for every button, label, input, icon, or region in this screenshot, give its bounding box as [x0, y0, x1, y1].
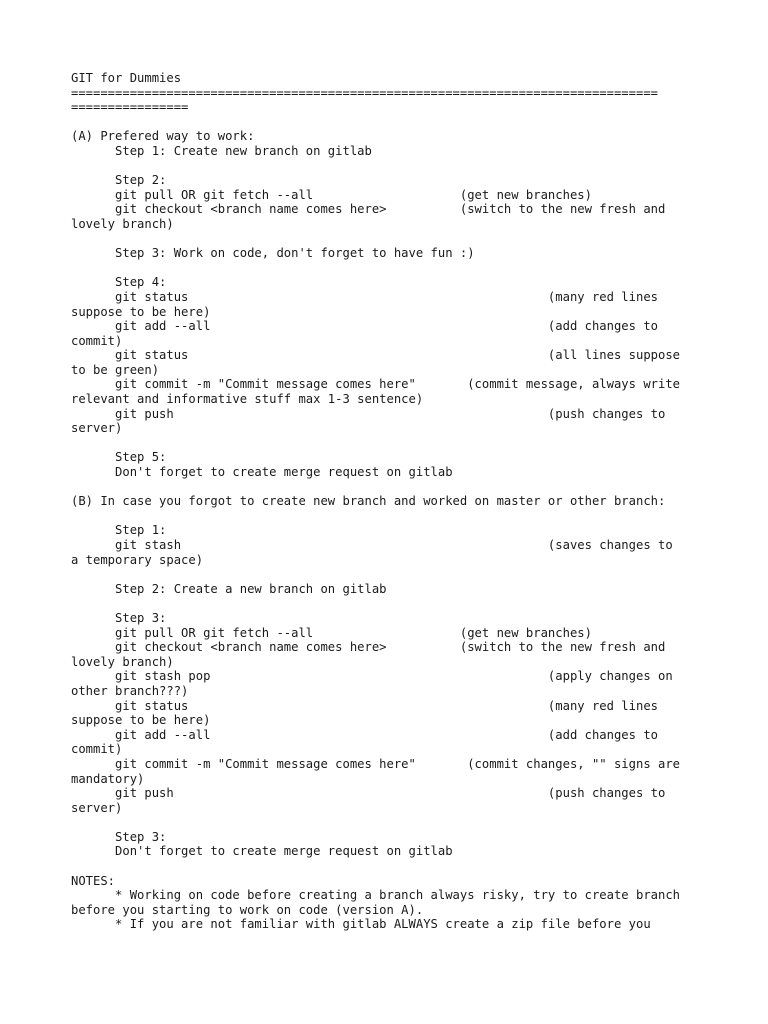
text-line: commit) [71, 333, 123, 348]
text-line: relevant and informative stuff max 1-3 sentence) [71, 392, 424, 407]
text-line: Step 2: [71, 173, 167, 188]
text-line: * Working on code before creating a branch always risky, try to create branch [71, 888, 681, 903]
text-line [71, 815, 711, 830]
text-line: ================================================================================ [71, 85, 658, 100]
text-line: git stash (saves changes to [71, 538, 673, 552]
text-line [71, 436, 711, 451]
text-line: Step 1: Create new branch on gitlab [71, 143, 372, 158]
text-line: git status (all lines suppose [71, 348, 681, 363]
text-line: before you starting to work on code (version A). [71, 902, 424, 917]
text-line: to be green) [71, 362, 160, 377]
text-line: Step 3: Work on code, don't forget to have fun :) [71, 246, 475, 261]
text-line: git checkout <branch name comes here> (switch to the new fresh and [71, 202, 666, 217]
text-line: server) [71, 421, 123, 436]
text-line [71, 596, 711, 611]
text-line: lovely branch) [71, 654, 174, 669]
text-line: git status (many red lines [71, 698, 658, 713]
text-line: git push (push changes to [71, 406, 666, 421]
text-line: git add --all (add changes to [71, 319, 658, 334]
text-line [71, 859, 711, 874]
text-line: suppose to be here) [71, 304, 211, 319]
text-line: ================ [71, 100, 189, 115]
text-line: git add --all (add changes to [71, 727, 658, 742]
text-line: GIT for Dummies [71, 71, 182, 85]
text-line: Step 4: [71, 275, 167, 290]
text-line: lovely branch) [71, 216, 174, 231]
text-line [71, 261, 711, 276]
text-line: mandatory) [71, 771, 145, 786]
text-line [71, 115, 711, 130]
text-line: Step 3: [71, 829, 167, 844]
text-line: git status (many red lines [71, 289, 658, 304]
text-line: Step 3: [71, 610, 167, 625]
text-line [71, 480, 711, 495]
text-line [71, 232, 711, 247]
document-page [71, 71, 711, 932]
text-line: git pull OR git fetch --all (get new branches) [71, 187, 592, 202]
text-line: Step 5: [71, 450, 167, 465]
text-line: NOTES: [71, 873, 116, 888]
text-line: a temporary space) [71, 552, 204, 567]
text-line: git commit -m "Commit message comes here" (commit changes, "" signs are [71, 756, 681, 771]
text-line: (B) In case you forgot to create new branch and worked on master or other branch: [71, 494, 666, 509]
text-line: Don't forget to create merge request on gitlab [71, 844, 453, 859]
text-line: other branch???) [71, 683, 189, 698]
text-line [71, 567, 711, 582]
text-line: Don't forget to create merge request on gitlab [71, 465, 453, 480]
text-line [71, 509, 711, 524]
text-line: git checkout <branch name comes here> (switch to the new fresh and [71, 640, 666, 655]
text-line: Step 2: Create a new branch on gitlab [71, 581, 387, 596]
text-line: commit) [71, 742, 123, 757]
text-line: Step 1: [71, 523, 167, 538]
text-line: (A) Prefered way to work: [71, 129, 255, 144]
text-line: git commit -m "Commit message comes here" (commit message, always write [71, 377, 681, 392]
text-line [71, 159, 711, 174]
text-line: git push (push changes to [71, 786, 666, 801]
text-line: git pull OR git fetch --all (get new branches) [71, 625, 592, 640]
text-line: server) [71, 800, 123, 815]
text-line: * If you are not familiar with gitlab ALWAYS create a zip file before you [71, 917, 651, 932]
text-line: suppose to be here) [71, 713, 211, 728]
text-line: git stash pop (apply changes on [71, 669, 673, 684]
